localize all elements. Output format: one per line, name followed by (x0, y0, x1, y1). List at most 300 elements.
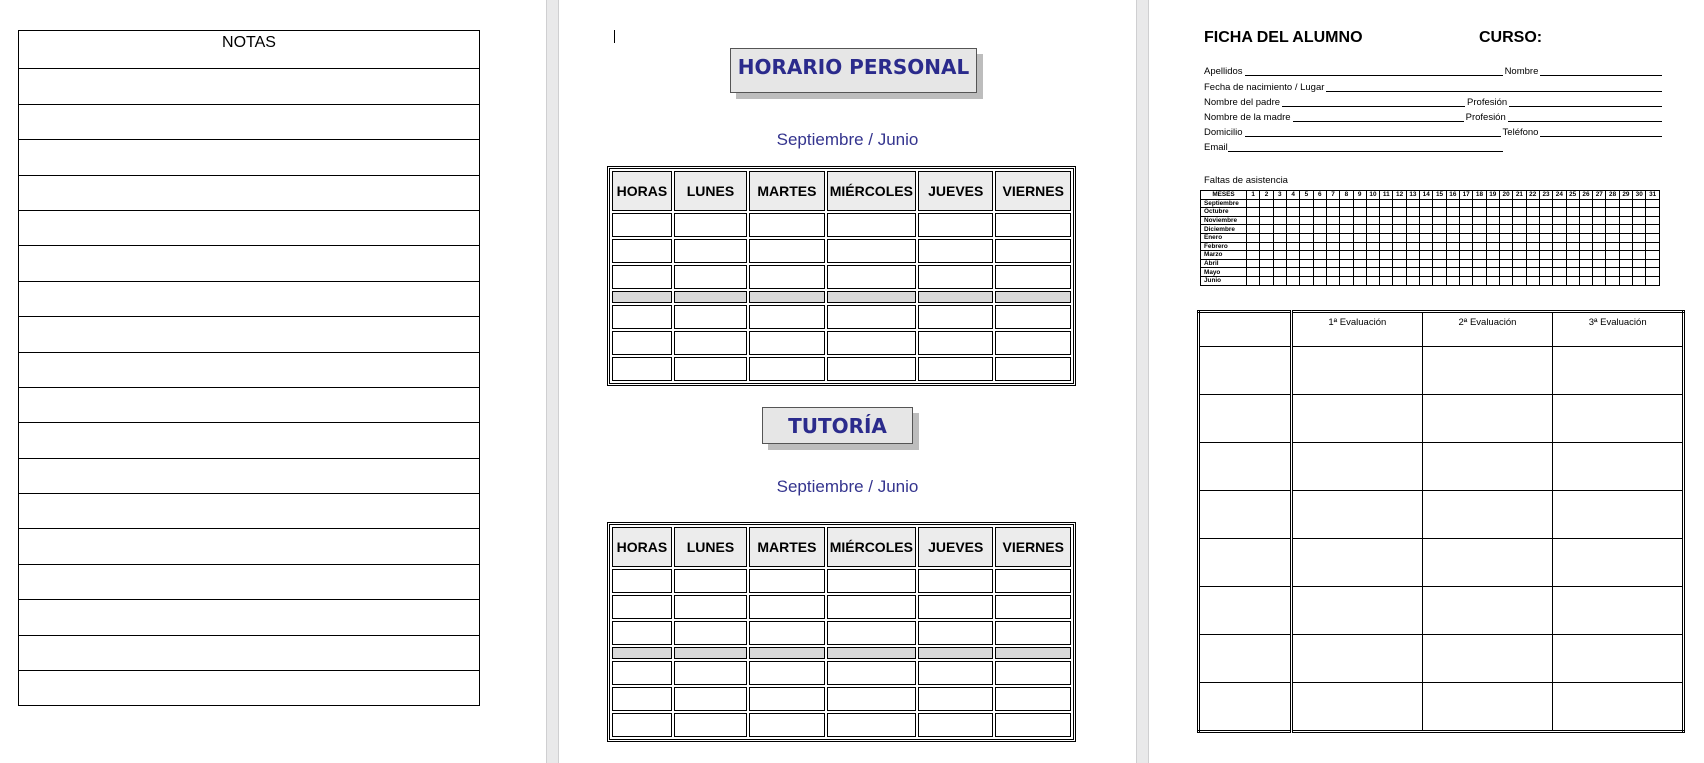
schedule-cell[interactable] (749, 331, 824, 355)
attendance-cell[interactable] (1499, 242, 1512, 251)
schedule-cell[interactable] (995, 661, 1071, 685)
attendance-cell[interactable] (1420, 251, 1433, 260)
attendance-cell[interactable] (1420, 225, 1433, 234)
attendance-cell[interactable] (1260, 259, 1273, 268)
attendance-cell[interactable] (1486, 251, 1499, 260)
attendance-cell[interactable] (1473, 208, 1486, 217)
attendance-cell[interactable] (1566, 259, 1579, 268)
attendance-cell[interactable] (1247, 216, 1260, 225)
notes-line[interactable] (19, 387, 480, 422)
attendance-cell[interactable] (1366, 268, 1379, 277)
attendance-cell[interactable] (1433, 225, 1446, 234)
attendance-cell[interactable] (1553, 268, 1566, 277)
attendance-cell[interactable] (1633, 225, 1646, 234)
attendance-cell[interactable] (1406, 251, 1419, 260)
attendance-cell[interactable] (1313, 276, 1326, 285)
attendance-cell[interactable] (1486, 233, 1499, 242)
attendance-cell[interactable] (1420, 242, 1433, 251)
line-telefono[interactable] (1540, 127, 1662, 137)
grades-subject-cell[interactable] (1199, 443, 1292, 491)
schedule-cell[interactable] (918, 661, 993, 685)
attendance-cell[interactable] (1633, 242, 1646, 251)
attendance-cell[interactable] (1499, 208, 1512, 217)
attendance-cell[interactable] (1393, 276, 1406, 285)
attendance-cell[interactable] (1539, 259, 1552, 268)
attendance-cell[interactable] (1340, 199, 1353, 208)
schedule-cell[interactable] (749, 713, 824, 737)
schedule-cell[interactable] (674, 357, 747, 381)
notes-line[interactable] (19, 281, 480, 316)
line-profesion-padre[interactable] (1509, 97, 1662, 107)
attendance-cell[interactable] (1606, 276, 1619, 285)
attendance-cell[interactable] (1300, 216, 1313, 225)
attendance-cell[interactable] (1366, 199, 1379, 208)
schedule-cell[interactable] (749, 595, 824, 619)
schedule-cell[interactable] (674, 305, 747, 329)
schedule-cell[interactable] (827, 569, 916, 593)
schedule-cell[interactable] (674, 687, 747, 711)
grades-subject-cell[interactable] (1199, 587, 1292, 635)
notes-line[interactable] (19, 317, 480, 352)
attendance-cell[interactable] (1633, 216, 1646, 225)
attendance-cell[interactable] (1593, 199, 1606, 208)
attendance-cell[interactable] (1513, 208, 1526, 217)
attendance-cell[interactable] (1420, 208, 1433, 217)
grades-cell[interactable] (1553, 395, 1684, 443)
notes-line[interactable] (19, 635, 480, 670)
schedule-cell[interactable] (674, 595, 747, 619)
attendance-cell[interactable] (1286, 242, 1299, 251)
attendance-cell[interactable] (1593, 259, 1606, 268)
schedule-cell[interactable] (918, 305, 993, 329)
schedule-cell[interactable] (674, 331, 747, 355)
schedule-cell[interactable] (827, 265, 916, 289)
attendance-cell[interactable] (1260, 208, 1273, 217)
attendance-cell[interactable] (1247, 268, 1260, 277)
attendance-cell[interactable] (1499, 259, 1512, 268)
attendance-cell[interactable] (1446, 216, 1459, 225)
grades-cell[interactable] (1292, 683, 1423, 732)
attendance-cell[interactable] (1619, 268, 1632, 277)
schedule-cell[interactable] (749, 621, 824, 645)
attendance-cell[interactable] (1300, 276, 1313, 285)
attendance-cell[interactable] (1247, 276, 1260, 285)
attendance-cell[interactable] (1606, 225, 1619, 234)
attendance-cell[interactable] (1566, 268, 1579, 277)
attendance-cell[interactable] (1433, 268, 1446, 277)
schedule-cell[interactable] (827, 595, 916, 619)
attendance-cell[interactable] (1353, 233, 1366, 242)
attendance-cell[interactable] (1526, 242, 1539, 251)
attendance-cell[interactable] (1619, 233, 1632, 242)
attendance-cell[interactable] (1553, 276, 1566, 285)
attendance-cell[interactable] (1273, 225, 1286, 234)
schedule-cell[interactable] (918, 331, 993, 355)
attendance-cell[interactable] (1646, 208, 1660, 217)
attendance-cell[interactable] (1300, 208, 1313, 217)
attendance-cell[interactable] (1566, 216, 1579, 225)
attendance-cell[interactable] (1393, 199, 1406, 208)
schedule-cell[interactable] (674, 661, 747, 685)
attendance-cell[interactable] (1433, 242, 1446, 251)
attendance-cell[interactable] (1646, 216, 1660, 225)
attendance-cell[interactable] (1446, 251, 1459, 260)
attendance-cell[interactable] (1553, 199, 1566, 208)
attendance-cell[interactable] (1513, 276, 1526, 285)
attendance-cell[interactable] (1247, 233, 1260, 242)
attendance-cell[interactable] (1499, 276, 1512, 285)
attendance-cell[interactable] (1433, 276, 1446, 285)
line-profesion-madre[interactable] (1508, 112, 1662, 122)
schedule-cell[interactable] (918, 357, 993, 381)
grades-cell[interactable] (1422, 539, 1553, 587)
attendance-cell[interactable] (1260, 242, 1273, 251)
attendance-cell[interactable] (1380, 242, 1393, 251)
attendance-cell[interactable] (1326, 233, 1339, 242)
attendance-cell[interactable] (1486, 276, 1499, 285)
line-padre[interactable] (1282, 97, 1465, 107)
grades-subject-cell[interactable] (1199, 539, 1292, 587)
attendance-cell[interactable] (1446, 268, 1459, 277)
attendance-cell[interactable] (1539, 268, 1552, 277)
attendance-cell[interactable] (1513, 268, 1526, 277)
attendance-cell[interactable] (1606, 216, 1619, 225)
schedule-cell[interactable] (612, 239, 672, 263)
attendance-cell[interactable] (1553, 225, 1566, 234)
attendance-cell[interactable] (1473, 199, 1486, 208)
schedule-cell[interactable] (749, 569, 824, 593)
attendance-cell[interactable] (1273, 199, 1286, 208)
attendance-cell[interactable] (1380, 268, 1393, 277)
attendance-cell[interactable] (1260, 268, 1273, 277)
attendance-cell[interactable] (1433, 199, 1446, 208)
attendance-cell[interactable] (1513, 233, 1526, 242)
attendance-cell[interactable] (1579, 242, 1592, 251)
attendance-cell[interactable] (1380, 208, 1393, 217)
attendance-cell[interactable] (1393, 225, 1406, 234)
attendance-cell[interactable] (1247, 208, 1260, 217)
grades-cell[interactable] (1422, 395, 1553, 443)
notes-line[interactable] (19, 175, 480, 210)
grades-cell[interactable] (1292, 443, 1423, 491)
attendance-cell[interactable] (1353, 276, 1366, 285)
attendance-cell[interactable] (1460, 276, 1473, 285)
attendance-cell[interactable] (1380, 276, 1393, 285)
schedule-cell[interactable] (995, 305, 1071, 329)
attendance-cell[interactable] (1380, 259, 1393, 268)
schedule-cell[interactable] (612, 595, 672, 619)
attendance-cell[interactable] (1380, 233, 1393, 242)
schedule-cell[interactable] (612, 687, 672, 711)
attendance-cell[interactable] (1460, 259, 1473, 268)
attendance-cell[interactable] (1340, 233, 1353, 242)
attendance-cell[interactable] (1313, 268, 1326, 277)
schedule-cell[interactable] (674, 213, 747, 237)
attendance-cell[interactable] (1460, 225, 1473, 234)
grades-cell[interactable] (1422, 635, 1553, 683)
attendance-cell[interactable] (1326, 216, 1339, 225)
attendance-cell[interactable] (1526, 208, 1539, 217)
attendance-cell[interactable] (1526, 259, 1539, 268)
attendance-cell[interactable] (1273, 216, 1286, 225)
grades-subject-cell[interactable] (1199, 683, 1292, 732)
line-madre[interactable] (1293, 112, 1464, 122)
attendance-cell[interactable] (1260, 199, 1273, 208)
attendance-cell[interactable] (1433, 216, 1446, 225)
attendance-cell[interactable] (1353, 251, 1366, 260)
attendance-cell[interactable] (1406, 268, 1419, 277)
notes-line[interactable] (19, 564, 480, 599)
line-apellidos[interactable] (1245, 66, 1503, 76)
attendance-cell[interactable] (1340, 225, 1353, 234)
attendance-cell[interactable] (1539, 242, 1552, 251)
attendance-cell[interactable] (1539, 216, 1552, 225)
schedule-cell[interactable] (995, 213, 1071, 237)
attendance-cell[interactable] (1286, 199, 1299, 208)
schedule-cell[interactable] (918, 713, 993, 737)
attendance-cell[interactable] (1633, 233, 1646, 242)
attendance-cell[interactable] (1579, 259, 1592, 268)
attendance-cell[interactable] (1446, 233, 1459, 242)
schedule-cell[interactable] (918, 595, 993, 619)
attendance-cell[interactable] (1593, 276, 1606, 285)
attendance-cell[interactable] (1326, 259, 1339, 268)
attendance-cell[interactable] (1286, 268, 1299, 277)
attendance-cell[interactable] (1366, 216, 1379, 225)
attendance-cell[interactable] (1553, 251, 1566, 260)
attendance-cell[interactable] (1366, 242, 1379, 251)
attendance-cell[interactable] (1260, 276, 1273, 285)
attendance-cell[interactable] (1406, 242, 1419, 251)
attendance-cell[interactable] (1420, 216, 1433, 225)
attendance-cell[interactable] (1593, 208, 1606, 217)
attendance-cell[interactable] (1273, 242, 1286, 251)
attendance-cell[interactable] (1579, 268, 1592, 277)
line-email[interactable] (1228, 142, 1503, 152)
attendance-cell[interactable] (1606, 208, 1619, 217)
attendance-cell[interactable] (1446, 259, 1459, 268)
grades-cell[interactable] (1422, 491, 1553, 539)
schedule-cell[interactable] (749, 305, 824, 329)
schedule-cell[interactable] (612, 713, 672, 737)
attendance-cell[interactable] (1420, 233, 1433, 242)
attendance-cell[interactable] (1247, 242, 1260, 251)
attendance-cell[interactable] (1433, 259, 1446, 268)
attendance-cell[interactable] (1326, 242, 1339, 251)
attendance-cell[interactable] (1646, 242, 1660, 251)
attendance-cell[interactable] (1406, 225, 1419, 234)
attendance-cell[interactable] (1633, 199, 1646, 208)
schedule-cell[interactable] (612, 357, 672, 381)
attendance-cell[interactable] (1366, 251, 1379, 260)
grades-cell[interactable] (1553, 443, 1684, 491)
attendance-cell[interactable] (1340, 268, 1353, 277)
attendance-cell[interactable] (1566, 251, 1579, 260)
attendance-cell[interactable] (1566, 233, 1579, 242)
schedule-cell[interactable] (918, 265, 993, 289)
attendance-cell[interactable] (1473, 276, 1486, 285)
attendance-cell[interactable] (1300, 233, 1313, 242)
notes-line[interactable] (19, 458, 480, 493)
attendance-cell[interactable] (1406, 216, 1419, 225)
schedule-cell[interactable] (749, 265, 824, 289)
attendance-cell[interactable] (1566, 242, 1579, 251)
attendance-cell[interactable] (1513, 225, 1526, 234)
attendance-cell[interactable] (1619, 251, 1632, 260)
grades-cell[interactable] (1292, 395, 1423, 443)
attendance-cell[interactable] (1446, 225, 1459, 234)
attendance-cell[interactable] (1393, 216, 1406, 225)
attendance-cell[interactable] (1460, 268, 1473, 277)
attendance-cell[interactable] (1499, 233, 1512, 242)
attendance-cell[interactable] (1313, 233, 1326, 242)
attendance-cell[interactable] (1606, 242, 1619, 251)
attendance-cell[interactable] (1326, 199, 1339, 208)
attendance-cell[interactable] (1633, 268, 1646, 277)
attendance-cell[interactable] (1340, 276, 1353, 285)
attendance-cell[interactable] (1313, 225, 1326, 234)
attendance-cell[interactable] (1579, 276, 1592, 285)
attendance-cell[interactable] (1353, 225, 1366, 234)
schedule-cell[interactable] (612, 331, 672, 355)
grades-cell[interactable] (1422, 443, 1553, 491)
schedule-cell[interactable] (995, 331, 1071, 355)
attendance-cell[interactable] (1286, 276, 1299, 285)
attendance-cell[interactable] (1566, 199, 1579, 208)
attendance-cell[interactable] (1619, 242, 1632, 251)
attendance-cell[interactable] (1273, 259, 1286, 268)
attendance-cell[interactable] (1300, 251, 1313, 260)
attendance-cell[interactable] (1366, 225, 1379, 234)
schedule-cell[interactable] (612, 661, 672, 685)
schedule-cell[interactable] (674, 621, 747, 645)
schedule-cell[interactable] (995, 265, 1071, 289)
schedule-cell[interactable] (827, 239, 916, 263)
attendance-cell[interactable] (1566, 225, 1579, 234)
attendance-cell[interactable] (1539, 276, 1552, 285)
attendance-cell[interactable] (1340, 208, 1353, 217)
attendance-cell[interactable] (1593, 233, 1606, 242)
attendance-cell[interactable] (1446, 276, 1459, 285)
attendance-cell[interactable] (1393, 268, 1406, 277)
notes-line[interactable] (19, 69, 480, 104)
attendance-cell[interactable] (1646, 251, 1660, 260)
schedule-cell[interactable] (749, 213, 824, 237)
attendance-cell[interactable] (1286, 233, 1299, 242)
attendance-cell[interactable] (1539, 225, 1552, 234)
grades-cell[interactable] (1292, 635, 1423, 683)
attendance-cell[interactable] (1553, 259, 1566, 268)
schedule-cell[interactable] (995, 569, 1071, 593)
attendance-cell[interactable] (1460, 251, 1473, 260)
grades-subject-cell[interactable] (1199, 347, 1292, 395)
attendance-cell[interactable] (1393, 208, 1406, 217)
attendance-cell[interactable] (1646, 233, 1660, 242)
notes-line[interactable] (19, 140, 480, 175)
attendance-cell[interactable] (1499, 225, 1512, 234)
grades-cell[interactable] (1422, 683, 1553, 732)
attendance-cell[interactable] (1406, 199, 1419, 208)
attendance-cell[interactable] (1473, 259, 1486, 268)
notes-line[interactable] (19, 671, 480, 706)
notes-line[interactable] (19, 352, 480, 387)
attendance-cell[interactable] (1499, 251, 1512, 260)
attendance-cell[interactable] (1513, 216, 1526, 225)
grades-cell[interactable] (1553, 587, 1684, 635)
attendance-cell[interactable] (1273, 268, 1286, 277)
attendance-cell[interactable] (1406, 259, 1419, 268)
attendance-cell[interactable] (1619, 225, 1632, 234)
attendance-cell[interactable] (1539, 199, 1552, 208)
attendance-cell[interactable] (1313, 251, 1326, 260)
schedule-cell[interactable] (827, 621, 916, 645)
attendance-cell[interactable] (1247, 259, 1260, 268)
attendance-cell[interactable] (1273, 233, 1286, 242)
attendance-cell[interactable] (1260, 225, 1273, 234)
attendance-cell[interactable] (1273, 276, 1286, 285)
grades-cell[interactable] (1422, 347, 1553, 395)
attendance-cell[interactable] (1353, 242, 1366, 251)
grades-cell[interactable] (1553, 683, 1684, 732)
attendance-cell[interactable] (1460, 216, 1473, 225)
attendance-cell[interactable] (1566, 276, 1579, 285)
schedule-cell[interactable] (827, 213, 916, 237)
schedule-cell[interactable] (612, 621, 672, 645)
schedule-cell[interactable] (612, 265, 672, 289)
schedule-cell[interactable] (995, 239, 1071, 263)
attendance-cell[interactable] (1579, 199, 1592, 208)
schedule-cell[interactable] (827, 687, 916, 711)
attendance-cell[interactable] (1619, 216, 1632, 225)
attendance-cell[interactable] (1473, 242, 1486, 251)
attendance-cell[interactable] (1633, 276, 1646, 285)
attendance-cell[interactable] (1326, 225, 1339, 234)
attendance-cell[interactable] (1260, 251, 1273, 260)
attendance-cell[interactable] (1473, 233, 1486, 242)
attendance-cell[interactable] (1526, 199, 1539, 208)
attendance-cell[interactable] (1286, 225, 1299, 234)
attendance-cell[interactable] (1433, 233, 1446, 242)
attendance-cell[interactable] (1473, 225, 1486, 234)
attendance-cell[interactable] (1380, 225, 1393, 234)
attendance-cell[interactable] (1286, 259, 1299, 268)
attendance-cell[interactable] (1619, 199, 1632, 208)
attendance-cell[interactable] (1593, 251, 1606, 260)
grades-cell[interactable] (1553, 491, 1684, 539)
attendance-cell[interactable] (1406, 276, 1419, 285)
attendance-cell[interactable] (1633, 259, 1646, 268)
attendance-cell[interactable] (1273, 251, 1286, 260)
attendance-cell[interactable] (1247, 199, 1260, 208)
attendance-cell[interactable] (1313, 199, 1326, 208)
schedule-cell[interactable] (749, 357, 824, 381)
attendance-cell[interactable] (1499, 268, 1512, 277)
attendance-cell[interactable] (1593, 268, 1606, 277)
schedule-cell[interactable] (827, 713, 916, 737)
schedule-cell[interactable] (674, 239, 747, 263)
attendance-cell[interactable] (1340, 259, 1353, 268)
notes-line[interactable] (19, 423, 480, 458)
attendance-cell[interactable] (1433, 251, 1446, 260)
attendance-cell[interactable] (1300, 225, 1313, 234)
attendance-cell[interactable] (1473, 251, 1486, 260)
attendance-cell[interactable] (1486, 259, 1499, 268)
attendance-cell[interactable] (1353, 208, 1366, 217)
attendance-cell[interactable] (1486, 216, 1499, 225)
attendance-cell[interactable] (1406, 208, 1419, 217)
grades-cell[interactable] (1553, 539, 1684, 587)
notes-line[interactable] (19, 210, 480, 245)
